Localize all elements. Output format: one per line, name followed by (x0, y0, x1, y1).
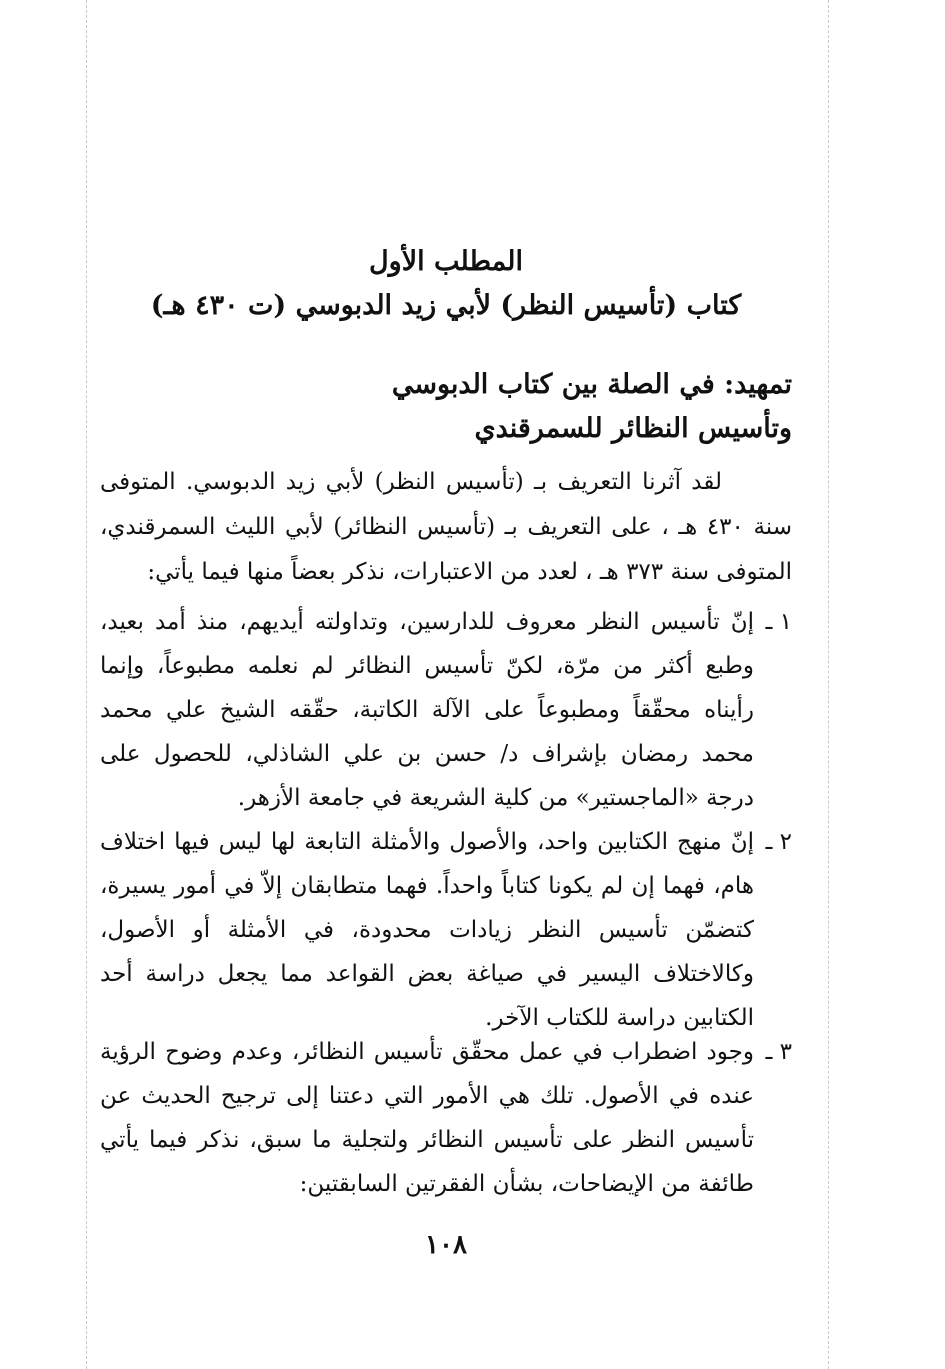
point-number: ٢ ـ (765, 829, 792, 855)
preface-heading-line-1: تمهيد: في الصلة بين كتاب الدبوسي (391, 369, 792, 400)
book-title: كتاب (تأسيس النظر) لأبي زيد الدبوسي (ت ٤٣٠ هـ) (150, 290, 742, 321)
document-page (100, 0, 792, 1369)
point-number: ١ ـ (765, 609, 792, 635)
point-text: وجود اضطراب في عمل محقّق تأسيس النظائر، وعدم وضوح الرؤية عنده في الأصول. تلك هي الأمور التي دعتنا إلى ترجيح الحديث عن تأسيس النظر على تأسيس النظائر ولتجلية ما سبق، نذكر فيما يأتي طائفة من الإيضاحات، بشأن الفقرتين السابقتين: (100, 1039, 754, 1197)
preface-heading-line-2: وتأسيس النظائر للسمرقندي (474, 413, 792, 444)
section-title: المطلب الأول (369, 246, 523, 277)
numbered-point-3 (100, 1030, 792, 1206)
scan-edge-line-right (828, 0, 829, 1369)
point-number: ٣ ـ (765, 1039, 792, 1065)
scan-edge-line-left (86, 0, 87, 1369)
numbered-point-1 (100, 600, 792, 820)
page-number: ١٠٨ (425, 1230, 467, 1260)
point-text: إنّ تأسيس النظر معروف للدارسين، وتداولته أيديهم، منذ أمد بعيد، وطبع أكثر من مرّة، لكنّ تأسيس النظائر لم نعلمه مطبوعاً، وإنما رأيناه محقّقاً ومطبوعاً على الآلة الكاتبة، حقّقه الشيخ علي محمد محمد رمضان بإشراف د/ حسن بن علي الشاذلي، للحصول على درجة «الماجستير» من كلية الشريعة في جامعة الأزهر. (100, 609, 754, 811)
numbered-point-2 (100, 820, 792, 1040)
point-text: إنّ منهج الكتابين واحد، والأصول والأمثلة التابعة لها ليس فيها اختلاف هام، فهما إن لم يكونا كتاباً واحداً. فهما متطابقان إلاّ في أمور يسيرة، كتضمّن تأسيس النظر زيادات محدودة، في الأمثلة أو الأصول، وكالاختلاف اليسير في صياغة بعض القواعد مما يجعل دراسة أحد الكتابين دراسة للكتاب الآخر. (100, 829, 754, 1031)
intro-paragraph: لقد آثرنا التعريف بـ (تأسيس النظر) لأبي زيد الدبوسي. المتوفى سنة ٤٣٠ هـ ، على التعريف بـ (تأسيس النظائر) لأبي الليث السمرقندي، المتوفى سنة ٣٧٣ هـ ، لعدد من الاعتبارات، نذكر بعضاً منها فيما يأتي: (100, 469, 792, 585)
